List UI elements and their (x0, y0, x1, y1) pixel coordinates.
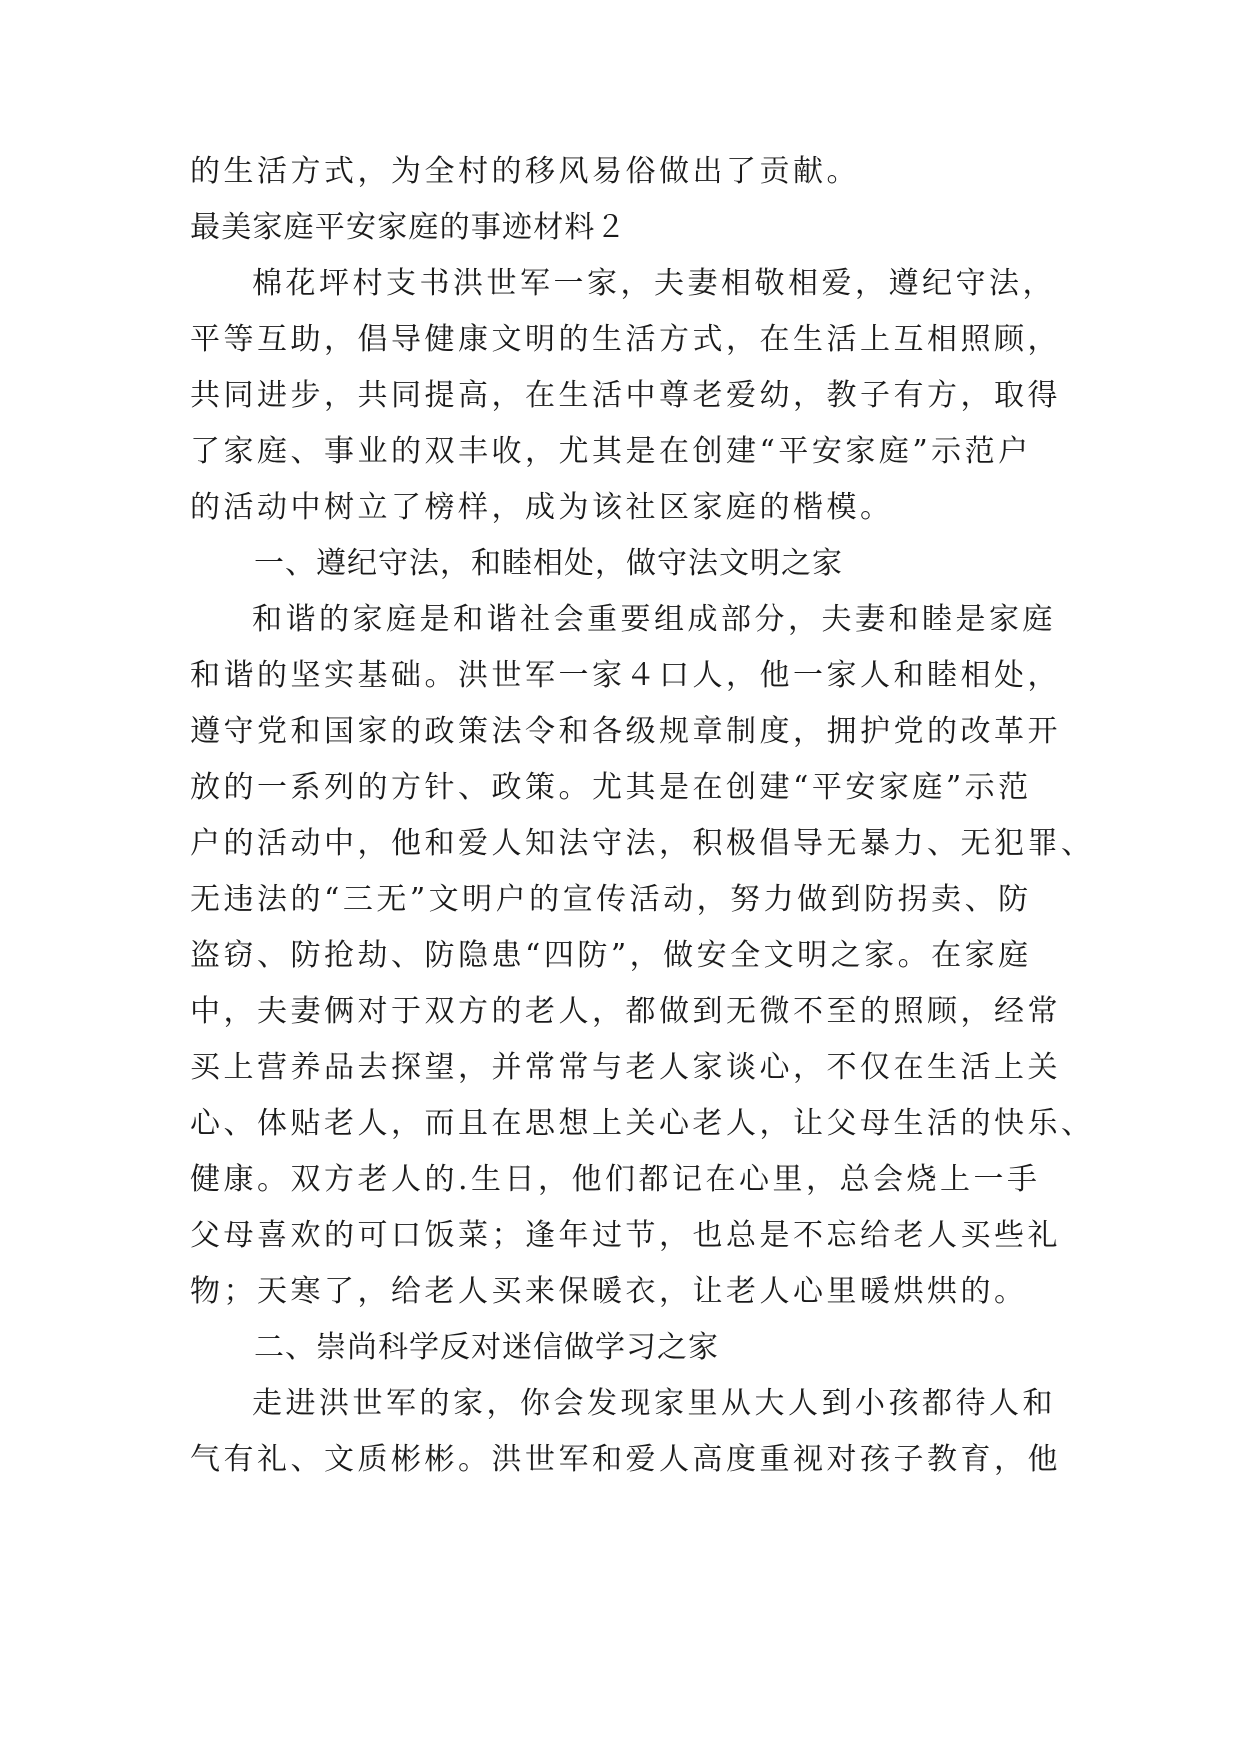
text-line: 和谐的家庭是和谐社会重要组成部分，夫妻和睦是家庭 (252, 602, 1056, 637)
subheading: 二、崇尚科学反对迷信做学习之家 (254, 1330, 719, 1365)
text-line: 的活动中树立了榜样，成为该社区家庭的楷模。 (190, 490, 894, 525)
text-line: 无违法的“三无”文明户的宣传活动，努力做到防拐卖、防 (190, 882, 1032, 917)
subheading: 一、遵纪守法，和睦相处，做守法文明之家 (254, 546, 843, 581)
text-line: 共同进步，共同提高，在生活中尊老爱幼，教子有方，取得 (190, 378, 1061, 413)
text-line: 平等互助，倡导健康文明的生活方式，在生活上互相照顾， (190, 322, 1061, 357)
text-line: 健康。双方老人的.生日，他们都记在心里，总会烧上一手 (190, 1162, 1041, 1197)
section-title: 最美家庭平安家庭的事迹材料２ (190, 210, 627, 245)
text-line: 户的活动中，他和爱人知法守法，积极倡导无暴力、无犯罪、 (190, 826, 1095, 861)
text-line: 买上营养品去探望，并常常与老人家谈心，不仅在生活上关 (190, 1050, 1061, 1085)
text-line: 父母喜欢的可口饭菜；逢年过节，也总是不忘给老人买些礼 (190, 1218, 1061, 1253)
text-line: 中，夫妻俩对于双方的老人，都做到无微不至的照顾，经常 (190, 994, 1061, 1029)
text-line: 遵守党和国家的政策法令和各级规章制度，拥护党的改革开 (190, 714, 1061, 749)
text-line: 气有礼、文质彬彬。洪世军和爱人高度重视对孩子教育，他 (190, 1442, 1061, 1477)
text-line: 棉花坪村支书洪世军一家，夫妻相敬相爱，遵纪守法， (252, 266, 1056, 301)
text-line: 盗窃、防抢劫、防隐患“四防”，做安全文明之家。在家庭 (190, 938, 1032, 973)
text-line: 物；天寒了，给老人买来保暖衣，让老人心里暖烘烘的。 (190, 1274, 1028, 1309)
text-line: 放的一系列的方针、政策。尤其是在创建“平安家庭”示范 (190, 770, 1032, 805)
text-line: 的生活方式，为全村的移风易俗做出了贡献。 (190, 154, 860, 189)
text-line: 走进洪世军的家，你会发现家里从大人到小孩都待人和 (252, 1386, 1056, 1421)
text-line: 了家庭、事业的双丰收，尤其是在创建“平安家庭”示范户 (190, 434, 1032, 469)
text-line: 和谐的坚实基础。洪世军一家４口人，他一家人和睦相处， (190, 658, 1061, 693)
text-line: 心、体贴老人，而且在思想上关心老人，让父母生活的快乐、 (190, 1106, 1095, 1141)
